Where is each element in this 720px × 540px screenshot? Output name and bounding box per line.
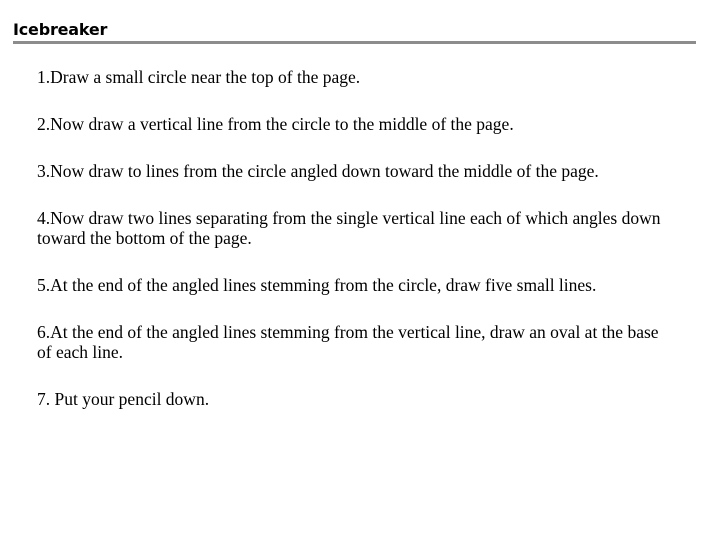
instruction-step-5: 5.At the end of the angled lines stemming from the circle, draw five small lines. [37, 275, 597, 295]
instruction-step-6: 6.At the end of the angled lines stemming from the vertical line, draw an oval at the base of each line. [37, 322, 659, 362]
instruction-step-1: 1.Draw a small circle near the top of the page. [37, 67, 361, 87]
instruction-step-7: 7. Put your pencil down. [37, 389, 210, 409]
instruction-step-2: 2.Now draw a vertical line from the circle to the middle of the page. [37, 114, 514, 134]
instruction-step-3: 3.Now draw to lines from the circle angled down toward the middle of the page. [37, 161, 599, 181]
instruction-list [37, 67, 677, 436]
slide-title: Icebreaker [13, 20, 108, 39]
instruction-step-4: 4.Now draw two lines separating from the single vertical line each of which angles down toward the bottom of the page. [37, 208, 661, 248]
title-divider [13, 41, 696, 44]
